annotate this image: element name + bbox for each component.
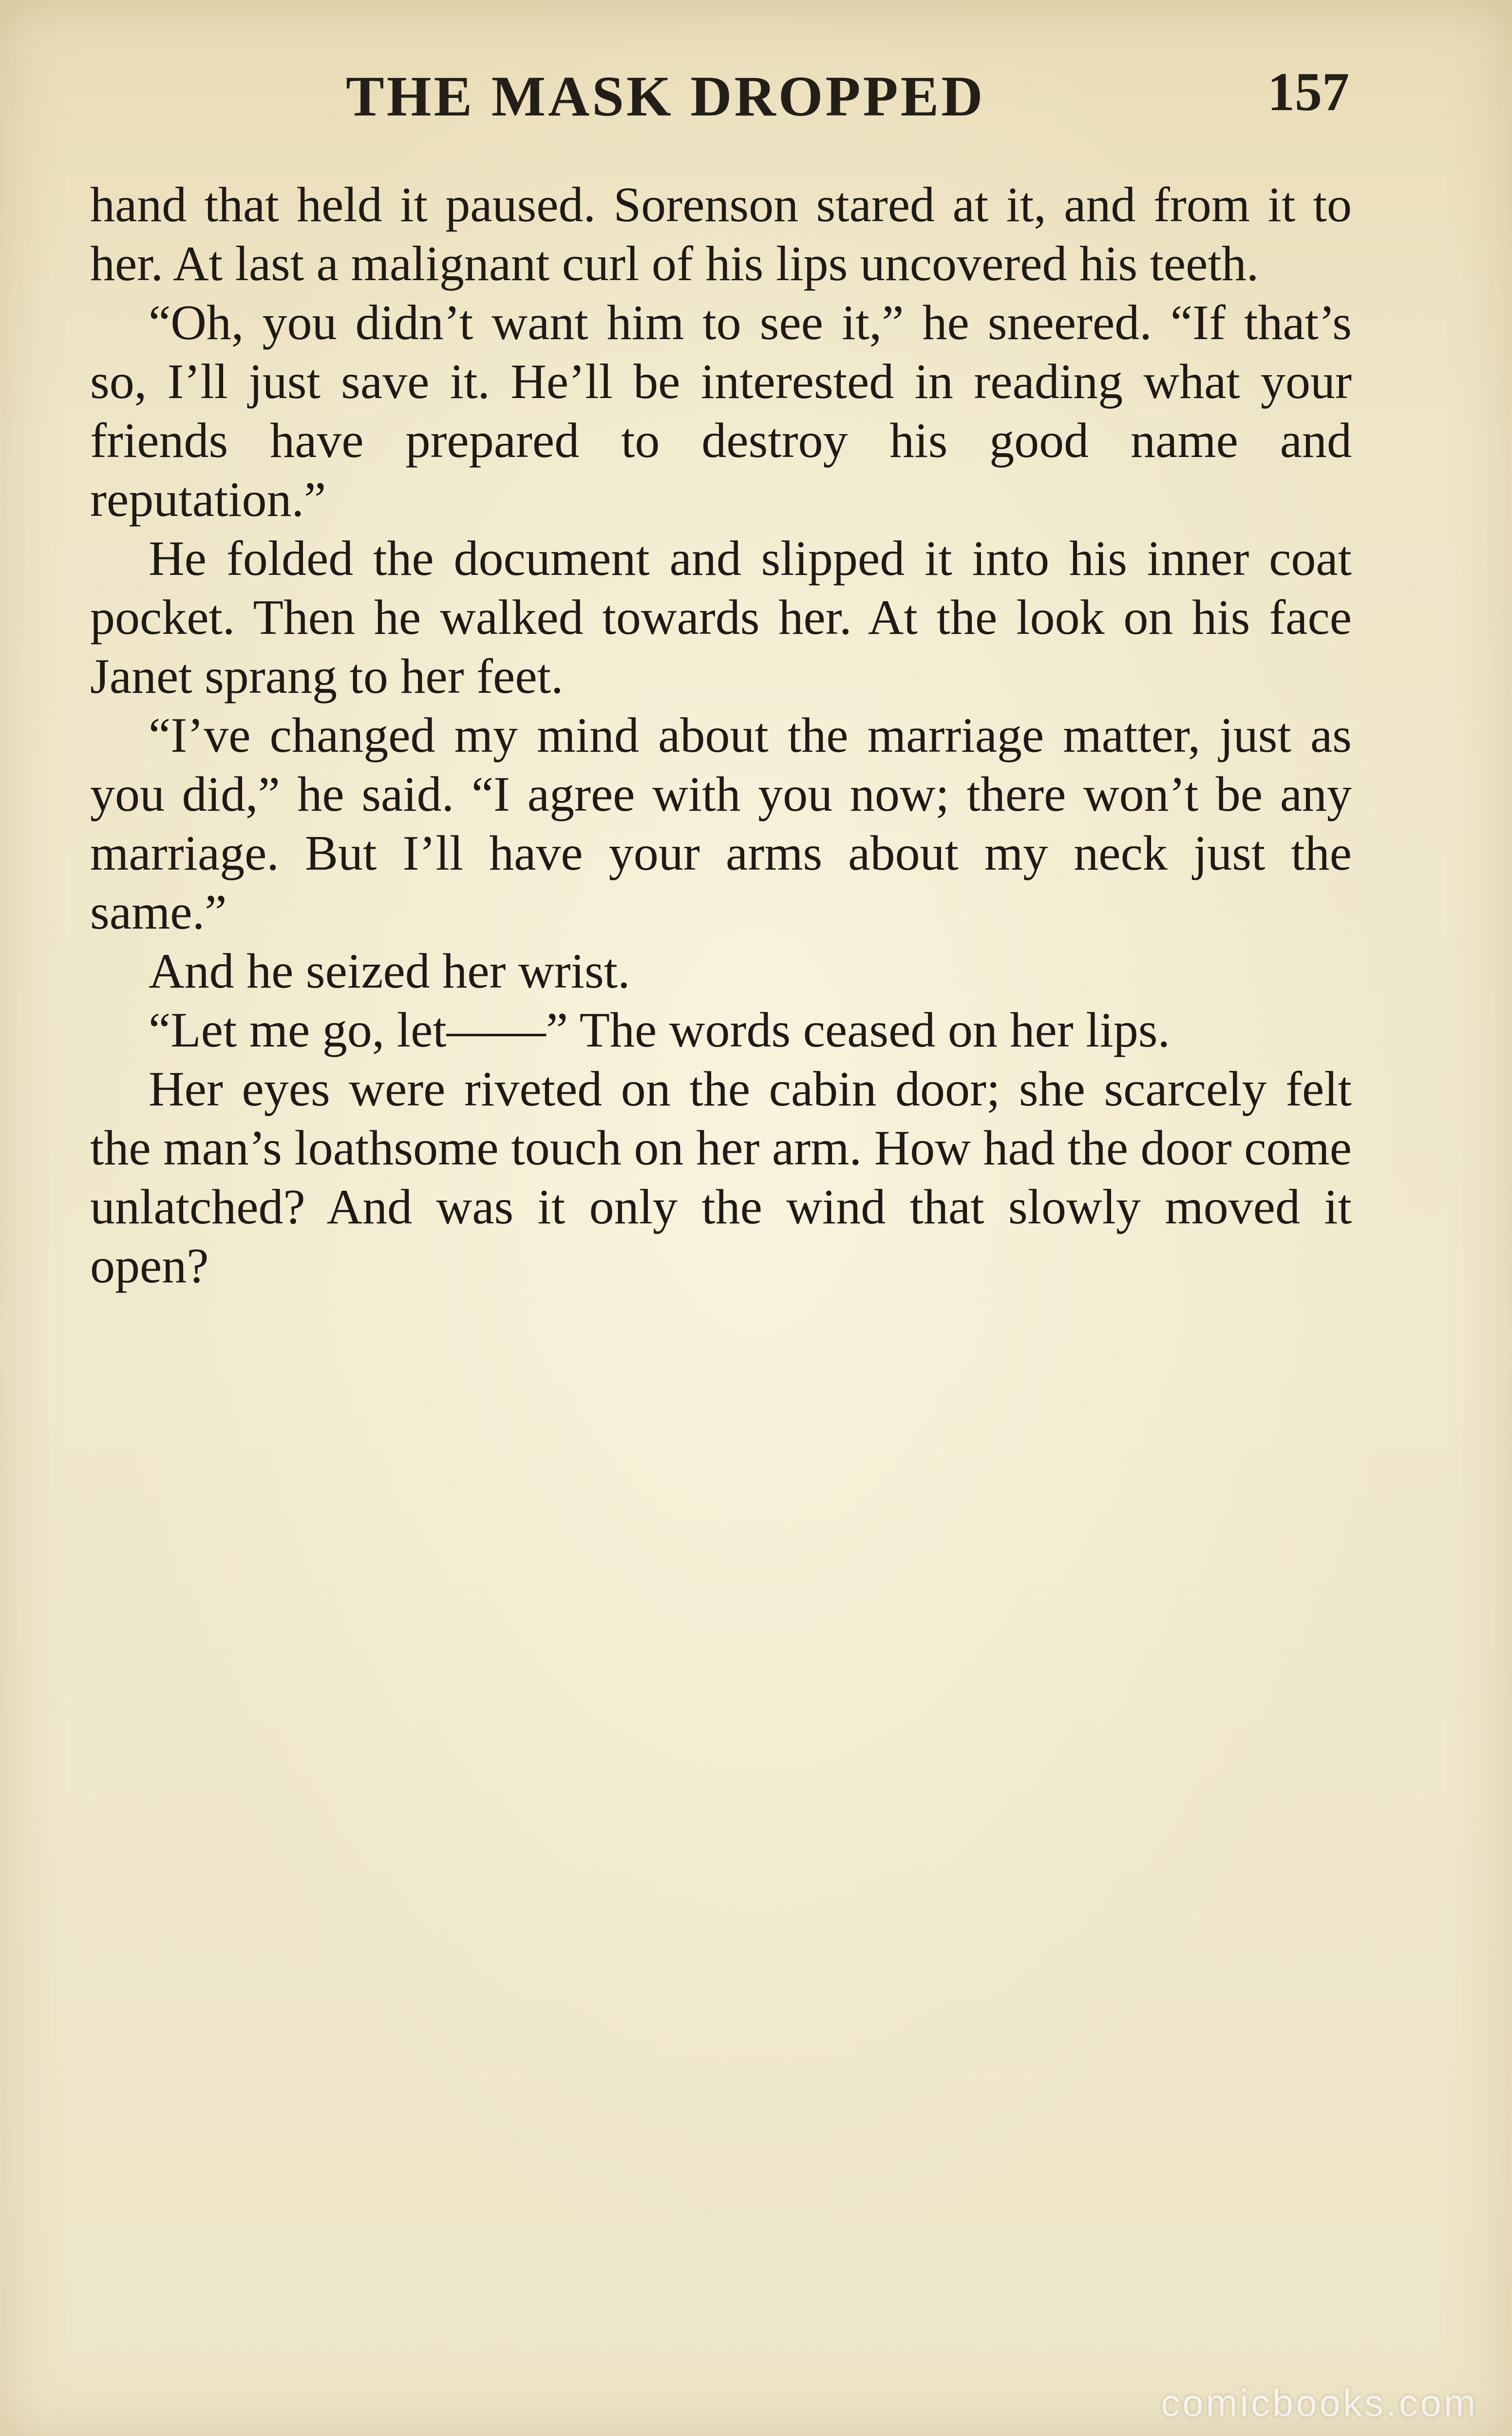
paragraph-3: He folded the document and slipped it into his inner coat pocket. Then he walked towards her. At the look on his face Janet sprang to her feet. bbox=[90, 531, 1352, 704]
page-number: 157 bbox=[1267, 62, 1349, 122]
running-title: THE MASK DROPPED bbox=[346, 64, 985, 128]
body-text bbox=[90, 175, 1352, 1295]
paragraph-6: “Let me go, let——” The words ceased on her lips. bbox=[149, 1003, 1170, 1058]
paragraph-1: hand that held it paused. Sorenson stared at it, and from it to her. At last a malignant curl of his lips uncovered his teeth. bbox=[90, 177, 1352, 291]
running-head bbox=[88, 58, 1349, 132]
paragraph-2: “Oh, you didn’t want him to see it,” he sneered. “If that’s so, I’ll just save it. He’ll be interested in reading what your friends have prepared to destroy his good name and reputation.” bbox=[90, 295, 1352, 527]
paragraph-5: And he seized her wrist. bbox=[149, 944, 630, 999]
site-watermark: comicbooks.com bbox=[1161, 2381, 1478, 2424]
paragraph-7: Her eyes were riveted on the cabin door; she scarcely felt the man’s loathsome touch on her arm. How had the door come unlatched? And was it only the wind that slowly moved it open? bbox=[90, 1062, 1352, 1294]
paragraph-4: “I’ve changed my mind about the marriage matter, just as you did,” he said. “I agree with you now; there won’t be any marriage. But I’ll have your arms about my neck just the same.” bbox=[90, 708, 1352, 940]
